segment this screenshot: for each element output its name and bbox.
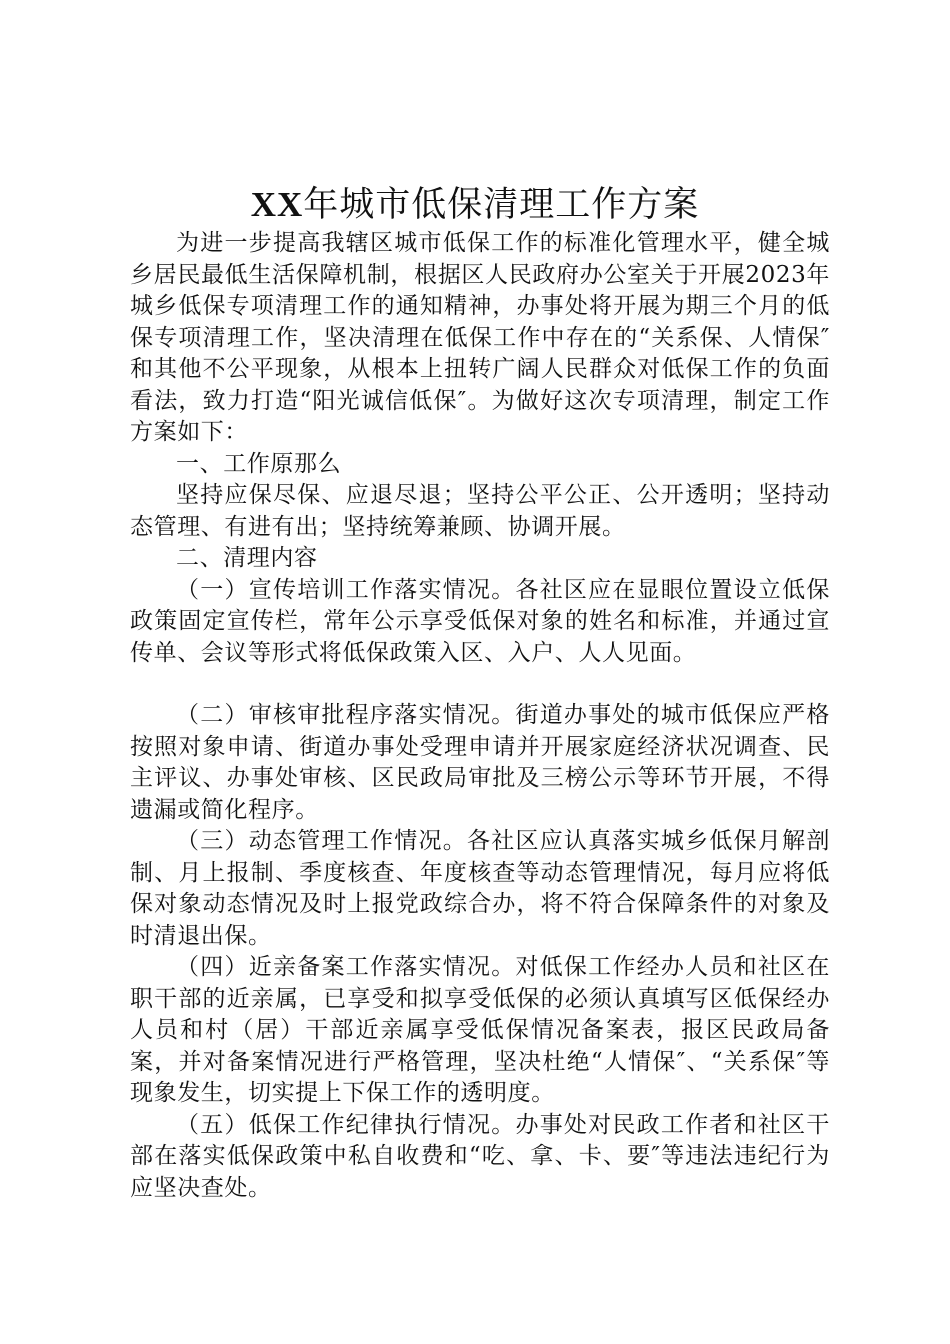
item-1-paragraph: （一）宣传培训工作落实情况。各社区应在显眼位置设立低保政策固定宣传栏，常年公示享受低保对象的姓名和标准，并通过宣传单、会议等形式将低保政策入区、入户、人人见面。 <box>130 576 830 666</box>
item-5-paragraph: （五）低保工作纪律执行情况。办事处对民政工作者和社区干部在落实低保政策中私自收费和“吃、拿、卡、要″等违法违纪行为应坚决查处。 <box>130 1111 830 1201</box>
section-heading-content: 二、清理内容 <box>176 545 318 571</box>
item-4-paragraph: （四）近亲备案工作落实情况。对低保工作经办人员和社区在职干部的近亲属，已享受和拟享受低保的必须认真填写区低保经办人员和村（居）干部近亲属享受低保情况备案表，报区民政局备案，并对备案情况进行严格管理，坚决杜绝“人情保″、“关系保″等现象发生，切实提上下保工作的透明度。 <box>130 954 830 1106</box>
item-3-paragraph: （三）动态管理工作情况。各社区应认真落实城乡低保月解剖制、月上报制、季度核查、年度核查等动态管理情况，每月应将低保对象动态情况及时上报党政综合办，将不符合保障条件的对象及时清退出保。 <box>130 828 830 949</box>
title-text: 年城市低保清理工作方案 <box>303 185 700 225</box>
title-prefix: XX <box>250 185 304 224</box>
item-2-paragraph: （二）审核审批程序落实情况。街道办事处的城市低保应严格按照对象申请、街道办事处受理申请并开展家庭经济状况调查、民主评议、办事处审核、区民政局审批及三榜公示等环节开展，不得遗漏或简化程序。 <box>130 702 830 823</box>
document-body <box>130 228 830 1204</box>
section-heading-principles: 一、工作原那么 <box>176 450 342 477</box>
blank-line <box>130 669 830 700</box>
document-page <box>130 182 830 1204</box>
intro-paragraph: 为进一步提高我辖区城市低保工作的标准化管理水平，健全城乡居民最低生活保障机制，根据区人民政府办公室关于开展2023年城乡低保专项清理工作的通知精神，办事处将开展为期三个月的低保专项清理工作，坚决清理在低保工作中存在的“关系保、人情保″和其他不公平现象，从根本上扭转广阔人民群众对低保工作的负面看法，致力打造“阳光诚信低保″。为做好这次专项清理，制定工作方案如下： <box>130 230 830 445</box>
principles-paragraph: 坚持应保尽保、应退尽退；坚持公平公正、公开透明；坚持动态管理、有进有出；坚持统筹兼顾、协调开展。 <box>130 482 830 540</box>
document-title <box>120 182 830 228</box>
